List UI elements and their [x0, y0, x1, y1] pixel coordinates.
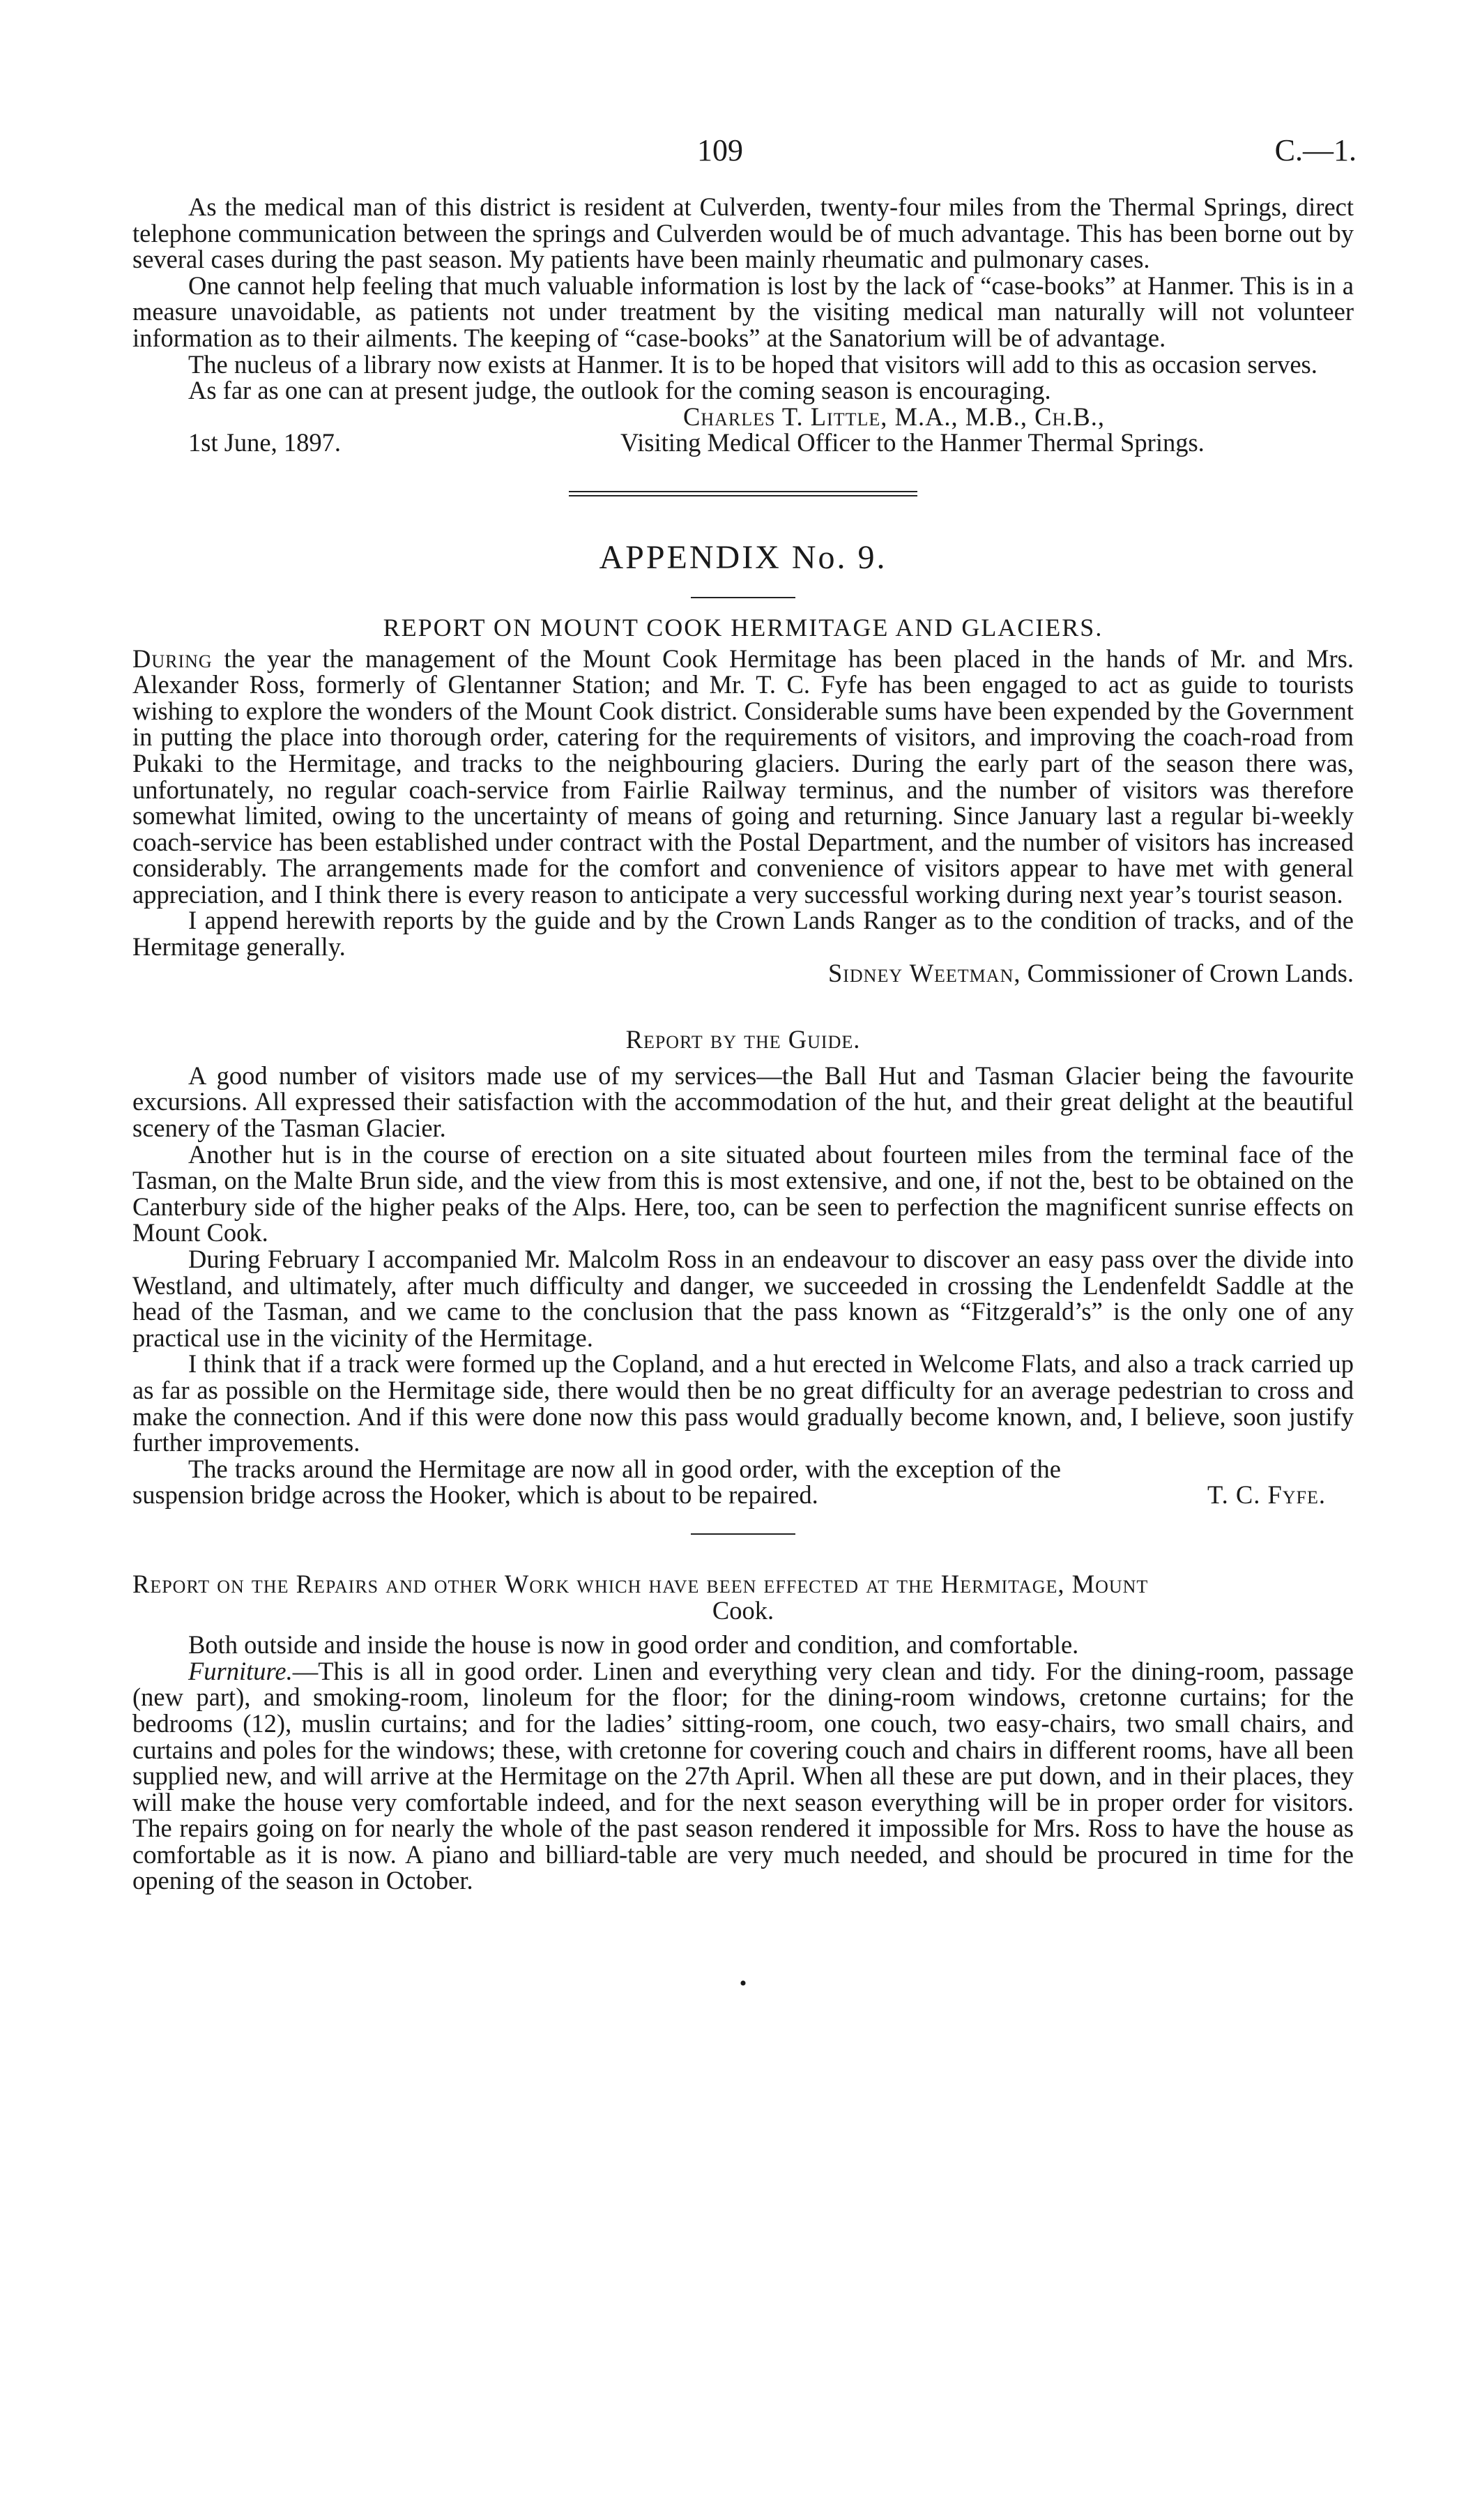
- repairs-heading-line2: Cook.: [712, 1595, 774, 1625]
- report-title: REPORT ON MOUNT COOK HERMITAGE AND GLACIERS.: [383, 613, 1103, 642]
- medical-officer-letter: [132, 194, 1354, 456]
- letter-paragraph: One cannot help feeling that much valuable information is lost by the lack of “case-books” at Hanmer. This is in a measure unavoidable, as patients not under treatment by the visiting medical man naturally will not volunteer information as to their ailments. The keeping of “case-books” at the Sanatorium will be of advantage.: [132, 271, 1354, 352]
- lead-word: During: [132, 644, 213, 673]
- letter-paragraph: As the medical man of this district is resident at Culverden, twenty-four miles from the Thermal Springs, direct telephone communication between the springs and Culverden would be of much advantage. This has been borne out by several cases during the past season. My patients have been mainly rheumatic and pulmonary cases.: [132, 192, 1354, 274]
- commissioner-name: Sidney Weetman,: [827, 958, 1021, 987]
- letter-paragraph: As far as one can at present judge, the outlook for the coming season is encouraging.: [188, 376, 1051, 405]
- page-content: [132, 194, 1354, 1997]
- guide-report: [132, 1026, 1354, 1508]
- furniture-label: Furniture.: [188, 1656, 293, 1685]
- short-divider: [691, 597, 795, 598]
- guide-signature: T. C. Fyfe.: [1207, 1480, 1326, 1510]
- repairs-paragraph: Both outside and inside the house is now in good order and condition, and comfortable.: [188, 1630, 1079, 1660]
- letter-signature-row: [132, 430, 1354, 456]
- paragraph-text: the year the management of the Mount Cook Hermitage has been placed in the hands of Mr. and Mrs. Alexander Ross, formerly of Glentanner Station; and Mr. T. C. Fyfe has been engaged to act as guide to tourists wishing to explore the wonders of the Mount Cook district. Considerable sums have been expended by the Government in putting the place into thorough order, catering for the requirements of visitors, and improving the coach-road from Pukaki to the Hermitage, and tracks to the neighbouring glaciers. During the early part of the season there was, unfortunately, no regular coach-service from Fairlie Railway terminus, and the number of visitors was therefore somewhat limited, owing to the uncertainty of means of going and returning. Since January last a regular bi-weekly coach-service has been established under contract with the Postal Department, and the number of visitors has increased considerably. The arrangements made for the comfort and convenience of visitors appear to have met with general appreciation, and I think there is every reason to anticipate a very successful working during next year’s tourist season.: [132, 644, 1354, 909]
- commissioner-report: [132, 646, 1354, 987]
- repairs-heading-line1: Report on the Repairs and other Work which have been effected at the Hermitage, Mount: [132, 1569, 1149, 1598]
- letter-paragraph: The nucleus of a library now exists at Hanmer. It is to be hoped that visitors will add to this as occasion serves.: [188, 349, 1317, 379]
- guide-report-heading: Report by the Guide.: [625, 1025, 861, 1054]
- guide-paragraph: The tracks around the Hermitage are now all in good order, with the exception of the suspension bridge across the Hooker, which is about to be repaired.: [132, 1454, 1061, 1510]
- footer-mark: •: [739, 1972, 747, 1996]
- repairs-report: [132, 1571, 1354, 1894]
- section-divider: [569, 491, 917, 496]
- guide-paragraph: I think that if a track were formed up the Copland, and a hut erected in Welcome Flats, and also a track carried up as far as possible on the Hermitage side, there would then be no great difficulty for an average pedestrian to cross and make the connection. And if this were done now this pass would gradually become known, and, I believe, soon justify further improvements.: [132, 1349, 1354, 1457]
- document-code: C.—1.: [1274, 133, 1357, 167]
- page-header: [0, 132, 1482, 174]
- page-number: 109: [697, 133, 743, 167]
- guide-paragraph: Another hut is in the course of erection on a site situated about fourteen miles from the terminal face of the Tasman, on the Malte Brun side, and the view from this is most extensive, and one, if not the, best to be obtained on the Canterbury side of the higher peaks of the Alps. Here, too, can be seen to perfection the magnificent sunrise effects on Mount Cook.: [132, 1139, 1354, 1247]
- commissioner-title: Commissioner of Crown Lands.: [1021, 958, 1354, 987]
- commissioner-paragraph: I append herewith reports by the guide and by the Crown Lands Ranger as to the condition of tracks, and of the Hermitage generally.: [132, 906, 1354, 962]
- guide-paragraph: A good number of visitors made use of my services—the Ball Hut and Tasman Glacier being the favourite excursions. All expressed their satisfaction with the accommodation of the hut, and their great delight at the beautiful scenery of the Tasman Glacier.: [132, 1061, 1354, 1143]
- letter-signature-name: Charles T. Little, M.A., M.B., Ch.B.,: [683, 402, 1105, 431]
- commissioner-signature: [132, 960, 1354, 987]
- short-divider: [691, 1533, 795, 1535]
- letter-signature-title: Visiting Medical Officer to the Hanmer Thermal Springs.: [620, 428, 1205, 457]
- letter-date: 1st June, 1897.: [188, 428, 341, 457]
- furniture-text: —This is all in good order. Linen and everything very clean and tidy. For the dining-room, passage (new part), and smoking-room, linoleum for the floor; for the dining-room windows, cretonne curtains; for the bedrooms (12), muslin curtains; and for the ladies’ sitting-room, one couch, two easy-chairs, two small chairs, and curtains and poles for the windows; these, with cretonne for covering couch and chairs in different rooms, have all been supplied new, and will arrive at the Hermitage on the 27th April. When all these are put down, and in their places, they will make the house very comfortable indeed, and for the next season everything will be in proper order for visitors. The repairs going on for nearly the whole of the past season rendered it impossible for Mrs. Ross to have the house as comfortable as it is now. A piano and billiard-table are very much needed, and should be procured in time for the opening of the season in October.: [132, 1656, 1354, 1895]
- guide-paragraph: During February I accompanied Mr. Malcolm Ross in an endeavour to discover an easy pass over the divide into Westland, and ultimately, after much difficulty and danger, we succeeded in crossing the Lendenfeldt Saddle at the head of the Tasman, and we came to the conclusion that the pass known as “Fitzgerald’s” is the only one of any practical use in the vicinity of the Hermitage.: [132, 1245, 1354, 1352]
- repairs-paragraph: [132, 1658, 1354, 1894]
- commissioner-paragraph: [132, 646, 1354, 908]
- appendix-title: APPENDIX No. 9.: [599, 538, 887, 576]
